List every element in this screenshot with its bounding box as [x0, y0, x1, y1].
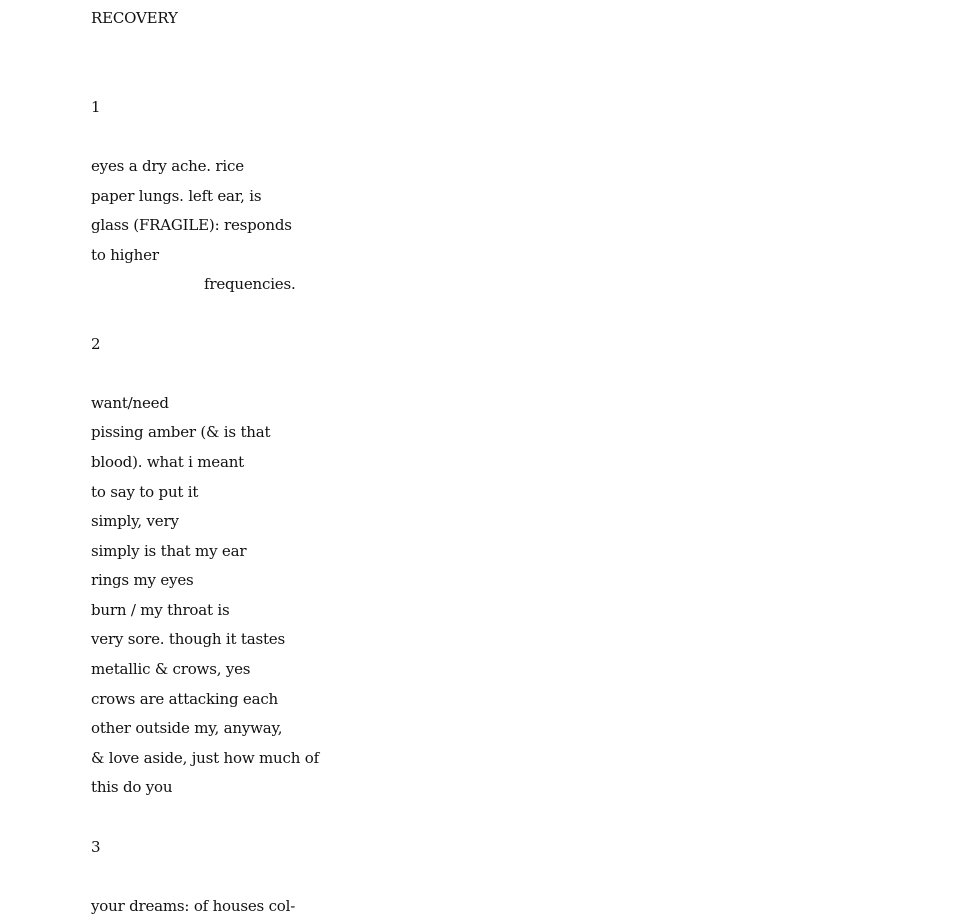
- poem-line: this do you: [91, 778, 173, 797]
- poem-line: very sore. though it tastes: [91, 630, 285, 649]
- poem-line: glass (FRAGILE): responds: [91, 216, 292, 235]
- spacer: [91, 300, 319, 330]
- spacer: [91, 122, 319, 152]
- poem-line: metallic & crows, yes: [91, 660, 251, 679]
- poem-line: blood). what i meant: [91, 452, 244, 471]
- poem-line: other outside my, anyway,: [91, 719, 283, 738]
- poem-line: your dreams: of houses col-: [91, 896, 296, 915]
- poem-line: simply, very: [91, 512, 179, 531]
- section-number: 1: [91, 97, 101, 116]
- section-number: 3: [91, 837, 101, 856]
- poem-line: eyes a dry ache. rice: [91, 156, 244, 175]
- poem: [91, 4, 319, 921]
- poem-line: crows are attacking each: [91, 689, 279, 708]
- poem-line: & love aside, just how much of: [91, 748, 319, 767]
- poem-line: simply is that my ear: [91, 541, 247, 560]
- poem-line-indented: frequencies.: [204, 275, 296, 294]
- spacer: [91, 803, 319, 833]
- poem-title: RECOVERY: [91, 9, 178, 27]
- poem-line: pissing amber (& is that: [91, 423, 271, 442]
- spacer: [91, 34, 319, 93]
- spacer: [91, 862, 319, 892]
- poem-line: to higher: [91, 245, 159, 264]
- poem-line: want/need: [91, 393, 169, 412]
- poem-line: rings my eyes: [91, 571, 194, 590]
- section-number: 2: [91, 334, 101, 353]
- spacer: [91, 359, 319, 389]
- poem-line: to say to put it: [91, 482, 199, 501]
- poem-line: burn / my throat is: [91, 600, 230, 619]
- poem-line: paper lungs. left ear, is: [91, 186, 262, 205]
